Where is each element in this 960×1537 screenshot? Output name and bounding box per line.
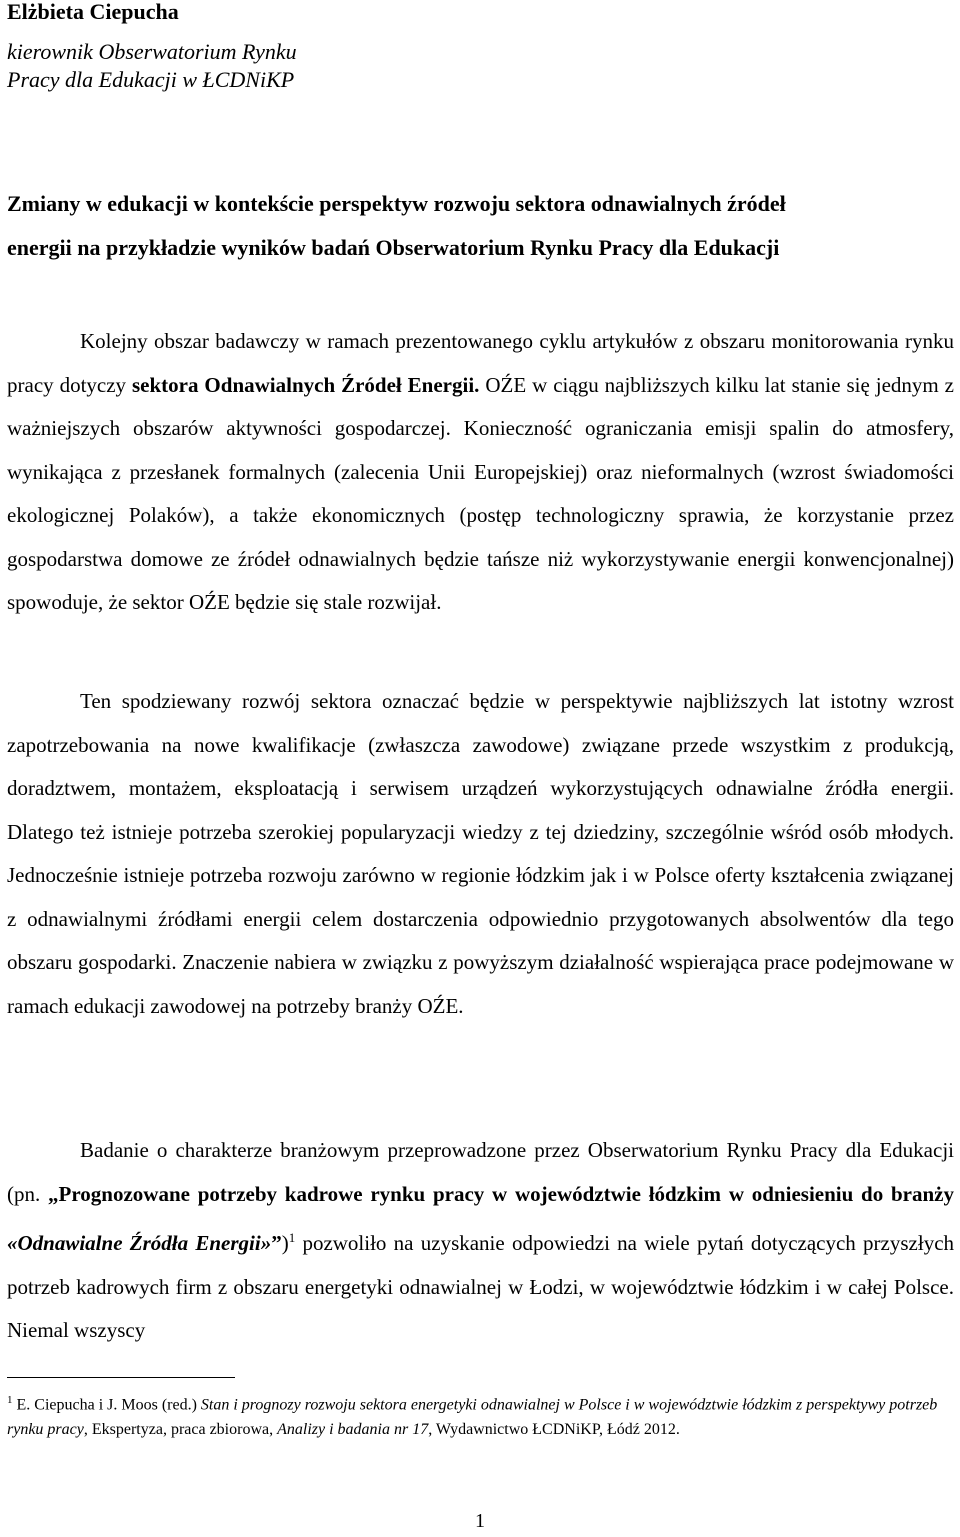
author-role-line1: kierownik Obserwatorium Rynku — [7, 39, 297, 64]
paragraph-3-bold-italic: «Odnawialne Źródła Energii» — [7, 1231, 272, 1255]
paragraph-3-bold-part1: „Prognozowane potrzeby kadrowe rynku pracy w województwie łódzkim w odniesieniu do branży — [48, 1181, 954, 1206]
author-role — [7, 38, 954, 94]
footnote-part3: , Wydawnictwo ŁCDNiKP, Łódź 2012. — [428, 1421, 680, 1439]
footnote-divider — [7, 1377, 235, 1378]
document-title — [7, 182, 954, 270]
paragraph-1-rest: OŹE w ciągu najbliższych kilku lat stanie się jednym z ważniejszych obszarów aktywności gospodarczej. Konieczność ograniczania emisji spalin do atmosfery, wynikająca z przesłanek formalnych (zalecenia Unii Europejskiej) oraz nieformalnych (wzrost świadomości ekologicznej Polaków), a także ekonomicznych (postęp technologiczny sprawia, że korzystanie przez gospodarstwa domowe ze źródeł odnawialnych będzie tańsze niż wykorzystywanie energii konwencjonalnej) spowoduje, że sektor OŹE będzie się stale rozwijał. — [7, 372, 954, 614]
title-line2: energii na przykładzie wyników badań Obserwatorium Rynku Pracy dla Edukacji — [7, 235, 780, 260]
paragraph-3-intro: Badanie o charakterze branżowym przeprowadzone przez Obserwatorium Rynku Pracy dla Edukacji (pn. — [7, 1138, 954, 1206]
paragraph-3 — [7, 1129, 954, 1353]
paragraph-3-bold-part2: ” — [271, 1231, 282, 1255]
author-name: Elżbieta Ciepucha — [7, 0, 179, 24]
footnote-reference[interactable]: 1 — [288, 1230, 296, 1245]
author-role-line2: Pracy dla Edukacji w ŁCDNiKP — [7, 67, 295, 92]
footnote-italic1: Stan i prognozy rozwoju sektora energetyki odnawialnej w Polsce i w województwie łódzkim z perspektywy potrzeb rynku pracy — [7, 1396, 938, 1439]
paragraph-1-intro: Kolejny obszar badawczy w ramach prezentowanego cyklu artykułów z obszaru monitorowania rynku pracy dotyczy — [7, 329, 954, 397]
page-number: 1 — [475, 1510, 485, 1532]
footnote-part1: E. Ciepucha i J. Moos (red.) — [12, 1396, 201, 1414]
footnote-part2: , Ekspertyza, praca zbiorowa, — [83, 1421, 278, 1439]
paragraph-3-close: ) — [281, 1231, 289, 1255]
title-line1: Zmiany w edukacji w kontekście perspektyw rozwoju sektora odnawialnych źródeł — [7, 191, 786, 216]
paragraph-1-bold: sektora Odnawialnych Źródeł Energii. — [132, 372, 480, 397]
paragraph-3-rest: pozwoliło na uzyskanie odpowiedzi na wiele pytań dotyczących przyszłych potrzeb kadrowych firm z obszaru energetyki odnawialnej w Łodzi, w województwie łódzkim i w całej Polsce. Niemal wszyscy — [7, 1231, 955, 1342]
footnote-number: 1 — [7, 1394, 13, 1406]
paragraph-2: Ten spodziewany rozwój sektora oznaczać będzie w perspektywie najbliższych lat istotny wzrost zapotrzebowania na nowe kwalifikacje (zwłaszcza zawodowe) związane przede wszystkim z produkcją, doradztwem, montażem, eksploatacją i serwisem urządzeń wykorzystujących odnawialne źródła energii. Dlatego też istnieje potrzeba szerokiej popularyzacji wiedzy z tej dziedziny, szczególnie wśród osób młodych. Jednocześnie istnieje potrzeba rozwoju zarówno w regionie łódzkim jak i w Polsce oferty kształcenia związanej z odnawialnymi źródłami energii celem dostarczenia odpowiednio przygotowanych absolwentów dla tego obszaru gospodarki. Znaczenie nabiera w związku z powyższym działalność wspierająca prace podejmowane w ramach edukacji zawodowej na potrzeby branży OŹE. — [7, 689, 954, 1018]
paragraph-1 — [7, 320, 954, 625]
footnote — [7, 1388, 954, 1442]
footnote-italic2: Analizy i badania nr 17 — [277, 1421, 429, 1439]
